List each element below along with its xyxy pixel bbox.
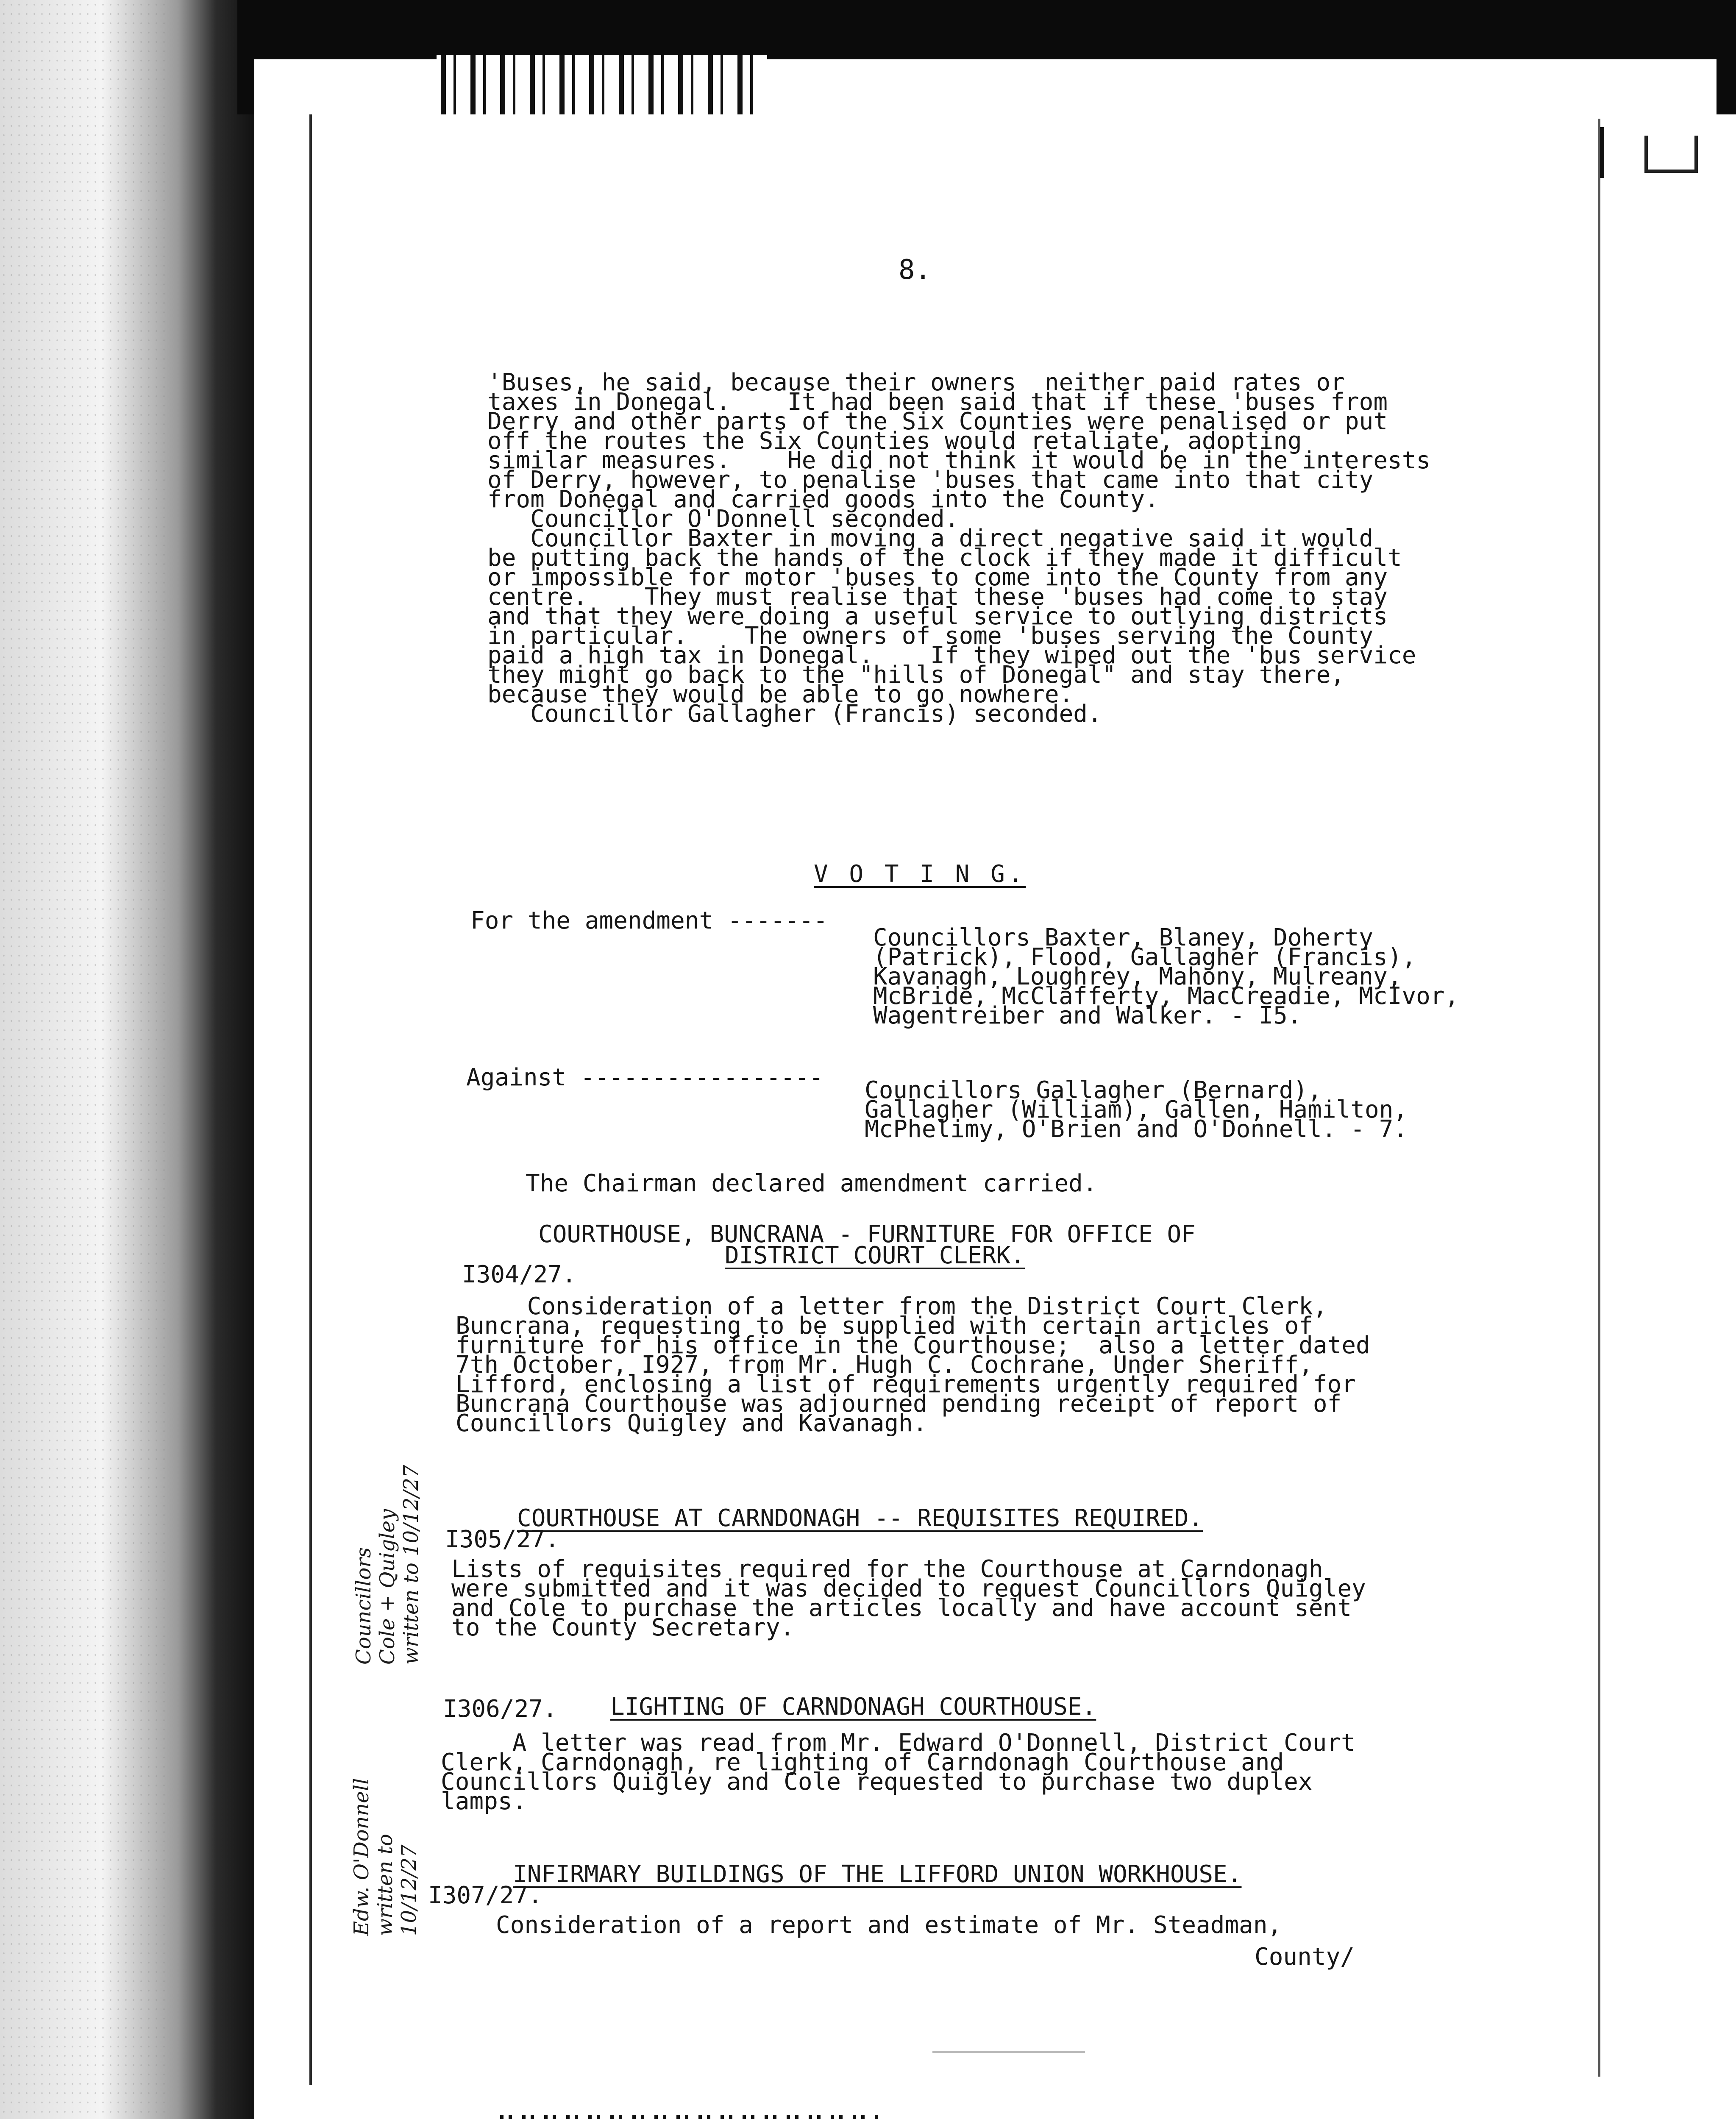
handwritten-margin-note-1305: Councillors Cole + Quigley written to 10/12/27 bbox=[352, 1465, 423, 1665]
handwritten-margin-note-1306: Edw. O'Donnell written to 10/12/27 bbox=[350, 1778, 421, 1936]
barcode-strip-top bbox=[437, 55, 767, 114]
item-1305-number: I305/27. bbox=[445, 1526, 559, 1553]
voting-against-label: Against ----------------- bbox=[466, 1064, 823, 1091]
voting-heading: V O T I N G. bbox=[814, 860, 1026, 888]
item-1304-heading-line1: COURTHOUSE, BUNCRANA - FURNITURE FOR OFFICE OF bbox=[538, 1221, 1196, 1248]
binding-clip-mark bbox=[1644, 136, 1698, 173]
barcode-strip-bottom bbox=[500, 2115, 882, 2119]
item-1307-text: Consideration of a report and estimate of Mr. Steadman, bbox=[496, 1911, 1282, 1939]
item-1306-number: I306/27. bbox=[443, 1695, 557, 1723]
page-right-edge bbox=[1598, 119, 1600, 2077]
voting-against-names: Councillors Gallagher (Bernard), Gallagher (William), Gallen, Hamilton, McPhelimy, O'Brien and O'Donnell. - 7. bbox=[865, 1076, 1408, 1143]
body-paragraph: 'Buses, he said, because their owners neither paid rates or taxes in Donegal. It had been said that if these 'buses from Derry and other parts of the Six Counties were penalised or put off the routes the Six Counties would retaliate, adopting similar measures. He did not think it would be in the interests of Derry, however, to penalise 'buses that came into that city from Donegal and carried goods into the County. Councillor O'Donnell seconded. Councillor Baxter in moving a direct negative said it would be putting back the hands of the clock if they made it difficult or impossible for motor 'buses to come into the County from any centre. They must realise that these 'buses had come to stay and that they were doing a useful service to outlying districts in particular. The owners of some 'buses serving the County paid a high tax in Donegal. If they wiped out the 'bus service they might go back to the "hills of Donegal" and stay there, because they would be able to go nowhere. Councillor Gallagher (Francis) seconded. bbox=[487, 369, 1431, 728]
item-1305-text: Lists of requisites required for the Courthouse at Carndonagh were submitted and it was decided to request Councillors Quigley and Cole to purchase the articles locally and have account sent to the County Secretary. bbox=[451, 1555, 1366, 1641]
page-number: 8. bbox=[899, 254, 932, 286]
item-1307-continuation: County/ bbox=[1255, 1943, 1355, 1971]
item-1304-number: I304/27. bbox=[462, 1261, 576, 1288]
page-left-edge bbox=[309, 114, 312, 2085]
scan-speckle bbox=[0, 0, 170, 2119]
item-1304-text: Consideration of a letter from the District Court Clerk, Buncrana, requesting to be supplied with certain articles of furniture for his office in the Courthouse; also a letter dated 7th October, I927, from Mr. Hugh C. Cochrane, Under Sheriff, Lifford, enclosing a list of requirements urgently required for Buncrana Courthouse was adjourned pending receipt of report of Councillors Quigley and Kavanagh. bbox=[456, 1293, 1370, 1437]
item-1306-heading: LIGHTING OF CARNDONAGH COURTHOUSE. bbox=[610, 1693, 1096, 1721]
item-1307-heading: INFIRMARY BUILDINGS OF THE LIFFORD UNION WORKHOUSE. bbox=[513, 1860, 1242, 1888]
voting-for-label: For the amendment ------- bbox=[470, 907, 828, 934]
item-1305-heading: COURTHOUSE AT CARNDONAGH -- REQUISITES REQUIRED. bbox=[517, 1504, 1203, 1532]
voting-result: The Chairman declared amendment carried. bbox=[526, 1170, 1097, 1197]
item-1306-text: A letter was read from Mr. Edward O'Donnell, District Court Clerk, Carndonagh, re lighting of Carndonagh Courthouse and Councillors Quigley and Cole requested to purchase two duplex lamps. bbox=[441, 1729, 1355, 1815]
item-1307-number: I307/27. bbox=[428, 1882, 542, 1909]
item-1304-heading-line2: DISTRICT COURT CLERK. bbox=[725, 1242, 1025, 1269]
faint-scan-line bbox=[932, 2051, 1085, 2053]
voting-for-names: Councillors Baxter, Blaney, Doherty (Patrick), Flood, Gallagher (Francis), Kavanagh, Loughrey, Mahony, Mulreany, McBride, McClafferty, MacCreadie, McIvor, Wagentreiber and Walker. - I5. bbox=[873, 924, 1459, 1029]
page-tick-mark bbox=[1600, 127, 1604, 178]
